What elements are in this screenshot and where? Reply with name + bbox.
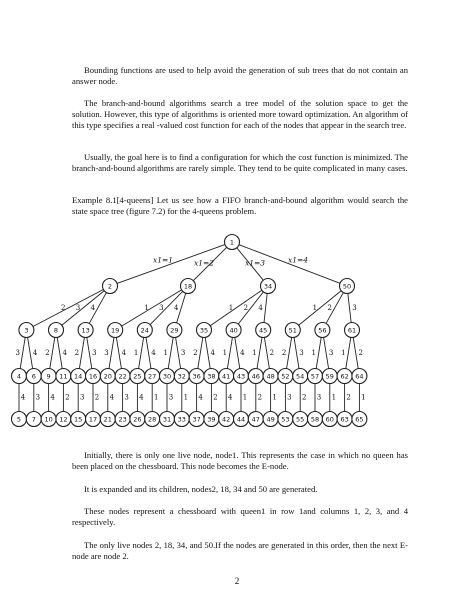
tree-edge — [210, 290, 262, 326]
edge-label: 3 — [15, 349, 20, 357]
edge-label: 2 — [257, 393, 263, 402]
edge-label: 4 — [109, 393, 115, 402]
state-space-tree — [0, 226, 474, 458]
tree-node-label: 3 — [24, 326, 29, 335]
tree-node-label: 59 — [325, 372, 334, 381]
tree-edge — [235, 337, 240, 368]
tree-node-label: 49 — [266, 415, 275, 424]
edge-label: 2 — [327, 304, 332, 312]
edge-label: 4 — [121, 349, 127, 357]
edge-label: 4 — [32, 349, 38, 357]
edge-label: 4 — [90, 304, 96, 312]
tree-node-label: 55 — [296, 415, 305, 424]
tree-node-label: 57 — [310, 372, 320, 381]
tree-edge — [79, 337, 84, 368]
edge-label: 3 — [328, 349, 334, 357]
tree-node-label: 60 — [325, 415, 334, 424]
edge-label: 3 — [124, 393, 129, 402]
paragraph-live-nodes: The only live nodes 2, 18, 34, and 50.If the nodes are generated in this order, then the next E-node are node 2. — [72, 540, 408, 561]
edge-label: 3 — [180, 349, 186, 357]
tree-node-label: 46 — [251, 372, 260, 381]
edge-label: 3 — [92, 349, 97, 357]
edge-label: 3 — [352, 304, 357, 312]
edge-label: 1 — [361, 393, 366, 402]
edge-label: 3 — [168, 393, 174, 402]
edge-label: 4 — [173, 304, 179, 312]
tree-node-label: 16 — [88, 372, 98, 381]
tree-node-label: 53 — [281, 415, 290, 424]
tree-node-label: 14 — [74, 372, 83, 381]
paragraph-initial-node: Initially, there is only one live node, node1. This represents the case in which no queen has been placed on the chessboard. This node becomes the E-node. — [72, 450, 408, 471]
tree-node-label: 47 — [251, 415, 260, 424]
edge-label: 3 — [159, 304, 164, 312]
tree-node-label: 1 — [229, 238, 235, 247]
tree-edge — [168, 337, 173, 368]
tree-node-label: 64 — [355, 372, 364, 381]
paragraph-chessboard: These nodes represent a chessboard with queen1 in row 1and columns 1, 2, 3, and 4 respectively. — [72, 506, 408, 527]
tree-node-label: 18 — [183, 282, 193, 291]
tree-node-label: 11 — [59, 372, 68, 381]
tree-node-label: 41 — [222, 372, 231, 381]
tree-node-label: 52 — [281, 372, 290, 381]
edge-label: 1 — [341, 349, 346, 357]
tree-node-label: 42 — [222, 415, 231, 424]
edge-label: 3 — [287, 393, 292, 402]
tree-node-label: 4 — [16, 372, 22, 381]
tree-node-label: 10 — [44, 415, 53, 424]
tree-node-label: 54 — [296, 372, 305, 381]
edge-label: 2 — [65, 393, 70, 402]
tree-node-label: 43 — [236, 372, 246, 381]
tree-node-label: 44 — [236, 415, 246, 424]
edge-label: 4 — [210, 349, 215, 357]
tree-edge — [139, 337, 144, 368]
tree-node-label: 65 — [355, 415, 364, 424]
edge-label: 3 — [75, 304, 81, 312]
tree-edge — [87, 337, 92, 368]
paragraph-expanded: It is expanded and its children, nodes2, 18, 34 and 50 are generated. — [84, 484, 318, 494]
tree-node-label: 26 — [133, 415, 142, 424]
edge-label: 4 — [62, 349, 67, 357]
tree-edge — [353, 337, 358, 368]
tree-node-label: 62 — [340, 372, 349, 381]
edge-label: 4 — [50, 393, 55, 402]
tree-node-label: 35 — [199, 326, 209, 335]
edge-label: 2 — [301, 393, 307, 402]
edge-label: 3 — [35, 393, 41, 402]
edge-label: 4 — [151, 349, 156, 357]
edge-label: 2 — [94, 393, 100, 402]
tree-node-label: 61 — [347, 326, 357, 335]
tree-node-label: 33 — [177, 415, 186, 424]
edge-label: 2 — [358, 349, 363, 357]
tree-edge — [257, 337, 262, 368]
tree-node-label: 24 — [140, 326, 149, 335]
edge-label: 1 — [222, 349, 228, 357]
paragraph-goal: Usually, the goal here is to find a configuration for which the cost function is minimized. The branch-and-bound algorithms are rarely simple. They tend to be quite complicated in many cases. — [72, 152, 408, 173]
tree-edge — [287, 337, 292, 368]
tree-node-label: 36 — [192, 372, 201, 381]
tree-node-label: 22 — [118, 372, 127, 381]
tree-edge — [50, 337, 55, 368]
edge-label: 1 — [153, 393, 159, 402]
edge-label: 2 — [193, 349, 198, 357]
edge-label: 3 — [104, 349, 109, 357]
tree-node-label: 23 — [118, 415, 127, 424]
tree-edge — [205, 337, 210, 368]
edge-label: 3 — [79, 393, 85, 402]
tree-edge — [227, 337, 232, 368]
tree-node-label: 19 — [111, 326, 120, 335]
tree-node-label: 13 — [81, 326, 90, 335]
edge-label: 2 — [213, 393, 218, 402]
edge-label: 1 — [133, 349, 139, 357]
edge-label: 3 — [299, 349, 304, 357]
tree-edge — [198, 337, 203, 368]
tree-node-label: 5 — [16, 415, 22, 424]
tree-node-label: 63 — [340, 415, 349, 424]
tree-node-label: 17 — [88, 415, 98, 424]
tree-edge — [176, 337, 181, 368]
page-number: 2 — [234, 576, 240, 586]
tree-node-label: 12 — [59, 415, 68, 424]
tree-node-label: 20 — [103, 372, 112, 381]
tree-node-label: 31 — [162, 415, 172, 424]
edge-label: 2 — [243, 304, 249, 312]
tree-node-label: 9 — [46, 372, 51, 381]
tree-node-label: 48 — [266, 372, 275, 381]
edge-label: 1 — [312, 304, 318, 312]
edge-label: 2 — [45, 349, 50, 357]
tree-node-label: 28 — [148, 415, 157, 424]
tree-node-label: 15 — [74, 415, 83, 424]
edge-label-x1: x1=3 — [244, 258, 266, 268]
tree-node-label: 51 — [288, 326, 297, 335]
tree-node-label: 56 — [318, 326, 327, 335]
edge-label: 3 — [316, 393, 322, 402]
edge-label: 1 — [183, 393, 189, 402]
tree-node-label: 58 — [310, 415, 320, 424]
tree-edge — [324, 337, 329, 368]
tree-node-label: 30 — [162, 372, 172, 381]
tree-edge — [109, 337, 114, 368]
tree-node-label: 50 — [342, 282, 352, 291]
tree-node-label: 29 — [170, 326, 179, 335]
paragraph-example: Example 8.1[4-queens] Let us see how a FIFO branch-and-bound algorithm would search the state space tree (figure 7.2) for the 4-queens problem. — [72, 195, 408, 216]
edge-label: 4 — [227, 393, 233, 402]
tree-node-label: 45 — [259, 326, 268, 335]
tree-node-label: 34 — [263, 282, 273, 291]
tree-node-label: 25 — [133, 372, 142, 381]
tree-node-label: 27 — [148, 372, 157, 381]
edge-label: 1 — [311, 349, 316, 357]
tree-edge — [116, 337, 121, 368]
tree-edge — [346, 337, 351, 368]
tree-node-label: 21 — [103, 415, 112, 424]
edge-label: 1 — [242, 393, 248, 402]
edge-label: 1 — [272, 393, 277, 402]
edge-label: 4 — [258, 304, 263, 312]
edge-label: 1 — [228, 304, 234, 312]
edge-label: 1 — [252, 349, 257, 357]
tree-node-label: 40 — [229, 326, 238, 335]
edge-label: 1 — [163, 349, 168, 357]
tree-edge — [57, 337, 62, 368]
tree-edge — [20, 337, 25, 368]
tree-edge — [316, 337, 321, 368]
edge-label-x1: x1=2 — [193, 258, 215, 268]
tree-node-label: 2 — [107, 282, 113, 291]
edge-label: 4 — [198, 393, 203, 402]
tree-edge — [348, 293, 351, 322]
tree-edge — [146, 337, 151, 368]
edge-label-x1: x1=4 — [287, 255, 309, 265]
tree-node-label: 32 — [177, 372, 186, 381]
tree-node-label: 6 — [31, 372, 36, 381]
tree-edge — [294, 337, 299, 368]
edge-label: 1 — [331, 393, 337, 402]
paragraph-branch-and-bound: The branch-and-bound algorithms search a tree model of the solution space to get the solution. However, this type of algorithms is oriented more toward optimization. An algorithm of this type specifies a real -valued cost function for each of the nodes that appear in the search tree. — [72, 98, 408, 130]
state-space-tree-figure — [0, 226, 474, 458]
tree-edge — [28, 337, 33, 368]
edge-label-x1: x1=1 — [152, 255, 174, 265]
edge-label: 2 — [60, 304, 66, 312]
edge-label: 4 — [139, 393, 144, 402]
tree-edge — [122, 290, 182, 326]
tree-edge — [264, 337, 269, 368]
paragraph-bounding-functions: Bounding functions are used to help avoid the generation of sub trees that do not contain an answer node. — [72, 65, 408, 86]
edge-label: 2 — [269, 349, 275, 357]
edge-label: 4 — [20, 393, 26, 402]
tree-node-label: 37 — [192, 415, 201, 424]
tree-edge — [264, 293, 267, 322]
edge-label: 4 — [240, 349, 245, 357]
tree-node-label: 39 — [207, 415, 216, 424]
edge-label: 2 — [74, 349, 80, 357]
edge-label: 2 — [281, 349, 287, 357]
tree-node-label: 38 — [207, 372, 216, 381]
tree-node-label: 7 — [31, 415, 36, 424]
edge-label: 2 — [346, 393, 351, 402]
edge-label: 1 — [144, 304, 149, 312]
tree-node-label: 8 — [53, 326, 59, 335]
